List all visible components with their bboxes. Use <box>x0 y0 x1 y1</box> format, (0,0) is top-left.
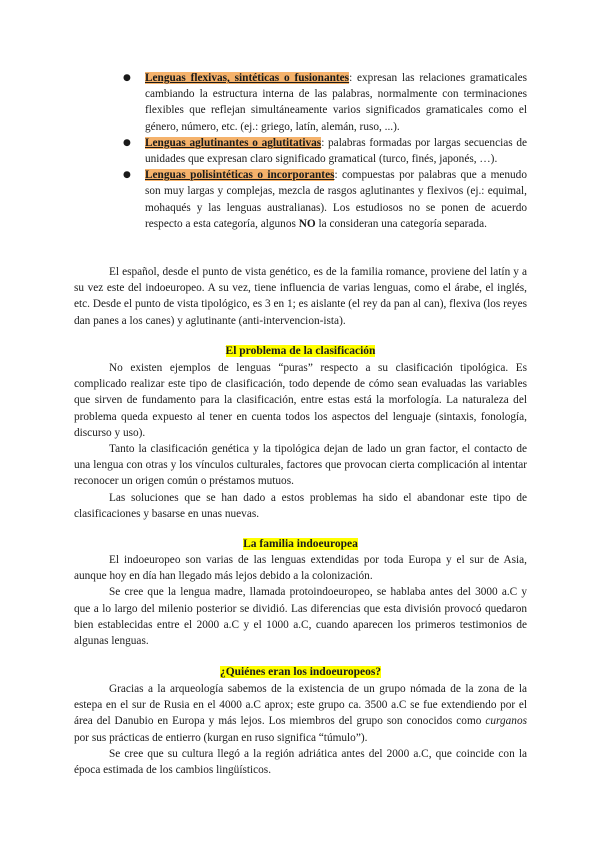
text-run: por sus prácticas de entierro (kurgan en ruso significa “túmulo”). <box>74 731 368 744</box>
paragraph: Se cree que su cultura llegó a la región adriática antes del 2000 a.C, que coincide con la época estimada de los cambios lingüísticos. <box>74 747 527 777</box>
highlighted-term: Lenguas flexivas, sintéticas o fusionantes <box>145 72 350 84</box>
text-run: Gracias a la arqueología sabemos de la existencia de un grupo nómada de la zona de la estepa en el sur de Rusia en el 4000 a.C aprox; este grupo ca. 3500 a.C se fue extendiendo por el área del Danubio en Europa y más lejos. Los miembros del grupo son conocidos como <box>74 683 527 728</box>
list-item <box>123 70 528 135</box>
list-item <box>123 135 527 167</box>
paragraph: Las soluciones que se han dado a estos problemas ha sido el abandonar este tipo de clasificaciones y basarse en unas nuevas. <box>74 491 527 520</box>
bold-word: NO <box>298 217 316 230</box>
section-body <box>74 681 527 778</box>
section-body <box>74 552 527 649</box>
highlighted-term: Lenguas polisintéticas o incorporantes <box>145 169 335 182</box>
section-heading-text: El problema de la clasificación <box>225 345 376 357</box>
paragraph: No existen ejemplos de lenguas “puras” respecto a su clasificación tipológica. Es complicado realizar este tipo de clasificación, todo depende de cómo sean evaluadas las variables que sirven de fundamento para la clasificación, entre estas está la morfología. La naturaleza del problema queda expuesto al tener en cuenta todos los aspectos del lenguaje (sintaxis, fonología, discurso y uso). <box>74 362 527 439</box>
section-body <box>74 360 527 522</box>
paragraph: Tanto la clasificación genética y la tipológica dejan de lado un gran factor, el contacto de una lengua con otras y los vínculos culturales, factores que provocan cierta complicación al intentar reconocer un origen común o préstamos mutuos. <box>74 443 527 488</box>
bullet-dot-icon: ● <box>123 73 131 83</box>
intro-block <box>74 264 527 329</box>
italic-term: curganos <box>485 715 527 728</box>
bullet-text: la consideran una categoría separada. <box>315 217 487 230</box>
section-heading <box>74 343 527 359</box>
bullet-dot-icon: ● <box>123 137 131 148</box>
bullet-dot-icon: ● <box>123 170 131 181</box>
paragraph: El indoeuropeo son varias de las lenguas extendidas por toda Europa y el sur de Asia, aunque hoy en día han llegado más lejos debido a la colonización. <box>74 554 527 583</box>
bullet-text: : palabras formadas por largas secuencias de unidades que expresan claro significado gramatical (turco, finés, japonés, …). <box>145 136 527 166</box>
paragraph: Se cree que la lengua madre, llamada protoindoeuropeo, se hablaba antes del 3000 a.C y que a lo largo del milenio posterior se dividió. Las diferencias que esta división provocó quedaron bien establecidas entre el 2000 a.C y el 1000 a.C, cuando aparecen los primeros testimonios de algunas lenguas. <box>74 586 527 648</box>
section-heading <box>74 536 527 552</box>
list-item <box>123 167 527 232</box>
paragraph <box>74 681 527 746</box>
intro-paragraph: El español, desde el punto de vista genético, es de la familia romance, proviene del latín y a su vez este del indoeuropeo. A su vez, tiene influencia de varias lenguas, como el árabe, el inglés, etc. Desde el punto de vista tipológico, es 3 en 1; es aislante (el rey da pan al can), flexiva (los reyes dan panes a los canes) y aglutinante (anti-intervencion-ista). <box>74 266 527 327</box>
section-heading-text: ¿Quiénes eran los indoeuropeos? <box>219 666 382 678</box>
section-heading-text: La familia indoeuropea <box>243 538 358 550</box>
highlighted-term: Lenguas aglutinantes o aglutitativas <box>145 136 322 149</box>
section-heading <box>74 664 527 680</box>
bullet-text: : compuestas por palabras que a menudo son muy largas y complejas, mezcla de rasgos aglutinantes y flexivos (ej.: equimal, mohaqués y las lenguas australianas). Los estudiosos no se ponen de acuerdo respecto a esta categoría, algunos <box>145 169 527 230</box>
bullet-text: : expresan las relaciones gramaticales cambiando la estructura interna de las palabras, normalmente con terminaciones flexibles que reflejan simultáneamente varios significados gramaticales como el género, número, etc. (ej.: griego, latín, alemán, ruso, ...). <box>145 72 528 133</box>
typology-bullet-list <box>123 70 528 232</box>
